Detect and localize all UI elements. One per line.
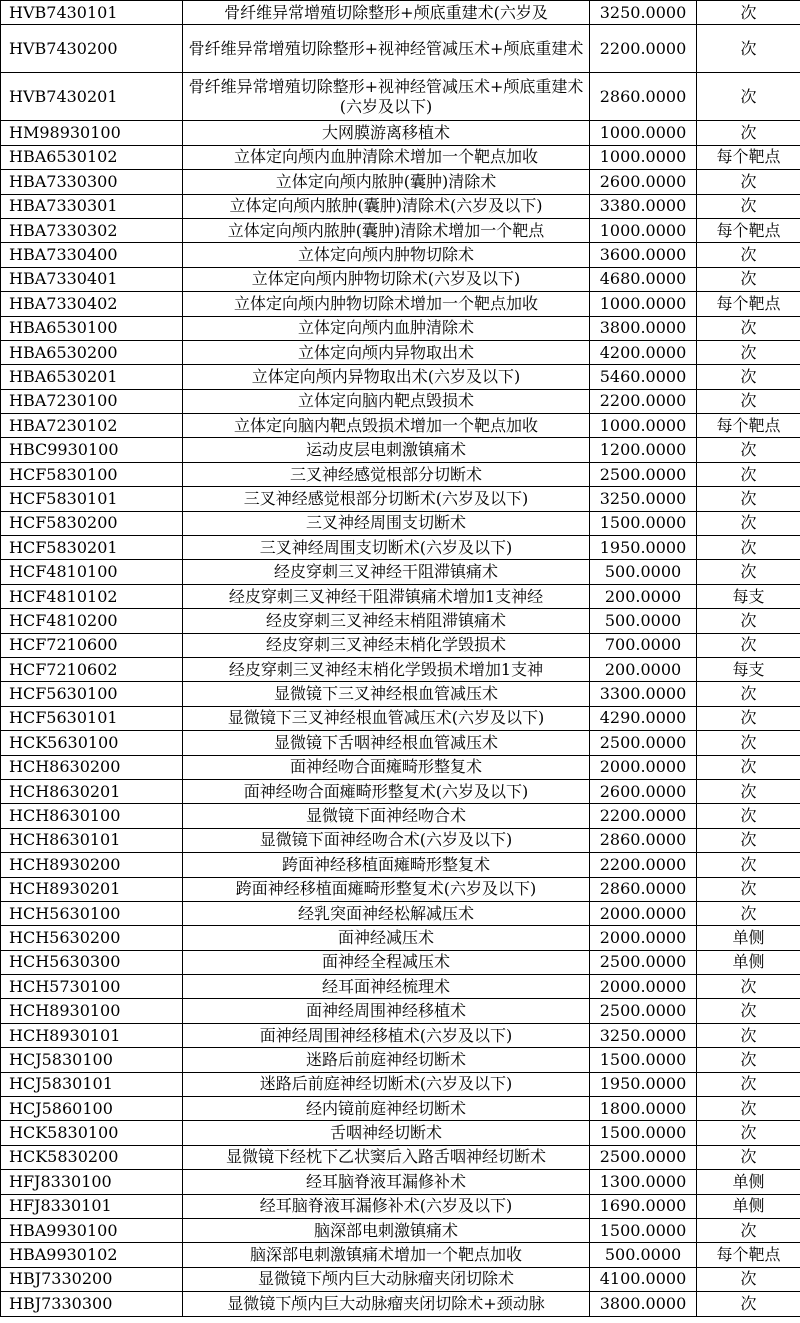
item-price: 2200.0000	[590, 804, 697, 828]
item-unit: 每个靶点	[697, 292, 800, 316]
item-code: HCH8630201	[1, 779, 183, 803]
item-name: 面神经周围神经移植术(六岁及以下)	[183, 1023, 590, 1047]
item-name: 跨面神经移植面瘫畸形整复术	[183, 853, 590, 877]
item-name: 显微镜下三叉神经根血管减压术	[183, 682, 590, 706]
item-code: HBA6530201	[1, 365, 183, 389]
item-code: HBA6530102	[1, 145, 183, 169]
table-row	[1, 145, 800, 169]
item-code: HCF5830101	[1, 487, 183, 511]
table-row	[1, 194, 800, 218]
item-unit: 次	[697, 853, 800, 877]
item-name: 三叉神经感觉根部分切断术(六岁及以下)	[183, 487, 590, 511]
item-code: HCJ5860100	[1, 1097, 183, 1121]
item-price: 2200.0000	[590, 389, 697, 413]
table-row	[1, 975, 800, 999]
item-code: HVB7430201	[1, 73, 183, 121]
table-row	[1, 926, 800, 950]
item-price: 200.0000	[590, 657, 697, 681]
table-row	[1, 1121, 800, 1145]
item-code: HCH8630101	[1, 828, 183, 852]
table-row	[1, 218, 800, 242]
table-row	[1, 560, 800, 584]
table-row	[1, 365, 800, 389]
item-name: 三叉神经周围支切断术	[183, 511, 590, 535]
item-name: 显微镜下颅内巨大动脉瘤夹闭切除术	[183, 1267, 590, 1291]
item-unit: 次	[697, 1145, 800, 1169]
item-name: 迷路后前庭神经切断术(六岁及以下)	[183, 1072, 590, 1096]
item-price: 1500.0000	[590, 1048, 697, 1072]
item-code: HBA9930100	[1, 1218, 183, 1242]
item-unit: 次	[697, 682, 800, 706]
item-unit: 次	[697, 25, 800, 73]
table-row	[1, 706, 800, 730]
item-unit: 次	[697, 731, 800, 755]
item-price: 2200.0000	[590, 853, 697, 877]
item-code: HCH5630100	[1, 901, 183, 925]
item-unit: 次	[697, 560, 800, 584]
item-price: 1690.0000	[590, 1194, 697, 1218]
item-unit: 次	[697, 389, 800, 413]
item-code: HBJ7330200	[1, 1267, 183, 1291]
item-name: 经皮穿刺三叉神经末梢化学毁损术	[183, 633, 590, 657]
item-price: 3600.0000	[590, 243, 697, 267]
item-code: HCK5630100	[1, 731, 183, 755]
item-code: HBC9930100	[1, 438, 183, 462]
item-name: 立体定向颅内血肿清除术增加一个靶点加收	[183, 145, 590, 169]
item-price: 3250.0000	[590, 1023, 697, 1047]
item-name: 立体定向颅内脓肿(囊肿)清除术(六岁及以下)	[183, 194, 590, 218]
item-unit: 次	[697, 1121, 800, 1145]
table-row	[1, 804, 800, 828]
item-name: 经皮穿刺三叉神经末梢化学毁损术增加1支神	[183, 657, 590, 681]
table-row	[1, 1292, 800, 1316]
item-price: 2000.0000	[590, 975, 697, 999]
item-unit: 次	[697, 365, 800, 389]
item-code: HCH5630300	[1, 950, 183, 974]
item-name: 大网膜游离移植术	[183, 121, 590, 145]
item-code: HBA6530200	[1, 340, 183, 364]
item-code: HCJ5830100	[1, 1048, 183, 1072]
item-price: 1000.0000	[590, 218, 697, 242]
item-price: 3250.0000	[590, 487, 697, 511]
item-unit: 每支	[697, 657, 800, 681]
item-name: 经乳突面神经松解减压术	[183, 901, 590, 925]
item-name: 经耳脑脊液耳漏修补术(六岁及以下)	[183, 1194, 590, 1218]
item-code: HCF4810100	[1, 560, 183, 584]
item-code: HBA7330401	[1, 267, 183, 291]
item-price: 1300.0000	[590, 1170, 697, 1194]
item-name: 舌咽神经切断术	[183, 1121, 590, 1145]
item-code: HBA7330301	[1, 194, 183, 218]
item-price: 200.0000	[590, 584, 697, 608]
item-price: 2200.0000	[590, 25, 697, 73]
item-unit: 次	[697, 877, 800, 901]
item-code: HCF5630101	[1, 706, 183, 730]
item-name: 立体定向脑内靶点毁损术	[183, 389, 590, 413]
item-price: 1000.0000	[590, 292, 697, 316]
item-name: 显微镜下三叉神经根血管减压术(六岁及以下)	[183, 706, 590, 730]
item-price: 4200.0000	[590, 340, 697, 364]
item-unit: 次	[697, 121, 800, 145]
item-code: HCK5830100	[1, 1121, 183, 1145]
item-code: HBA7330300	[1, 170, 183, 194]
item-unit: 每支	[697, 584, 800, 608]
item-name: 面神经吻合面瘫畸形整复术(六岁及以下)	[183, 779, 590, 803]
table-row	[1, 243, 800, 267]
item-price: 3250.0000	[590, 1, 697, 25]
item-name: 立体定向颅内肿物切除术增加一个靶点加收	[183, 292, 590, 316]
table-row	[1, 25, 800, 73]
item-price: 5460.0000	[590, 365, 697, 389]
item-code: HCH8630100	[1, 804, 183, 828]
table-row	[1, 853, 800, 877]
item-code: HBA9930102	[1, 1243, 183, 1267]
table-row	[1, 267, 800, 291]
item-unit: 次	[697, 975, 800, 999]
item-price: 500.0000	[590, 609, 697, 633]
item-code: HCH8930100	[1, 999, 183, 1023]
item-name: 立体定向颅内血肿清除术	[183, 316, 590, 340]
table-row	[1, 755, 800, 779]
item-unit: 次	[697, 1023, 800, 1047]
item-name: 面神经减压术	[183, 926, 590, 950]
table-row	[1, 1023, 800, 1047]
item-unit: 次	[697, 243, 800, 267]
table-row	[1, 170, 800, 194]
item-code: HCF5830200	[1, 511, 183, 535]
item-code: HCH5730100	[1, 975, 183, 999]
item-code: HCH8930101	[1, 1023, 183, 1047]
item-unit: 次	[697, 487, 800, 511]
item-name: 立体定向颅内肿物切除术	[183, 243, 590, 267]
item-price: 1000.0000	[590, 121, 697, 145]
table-row	[1, 340, 800, 364]
item-name: 显微镜下舌咽神经根血管减压术	[183, 731, 590, 755]
table-row	[1, 1072, 800, 1096]
item-name: 立体定向颅内异物取出术(六岁及以下)	[183, 365, 590, 389]
item-unit: 次	[697, 1097, 800, 1121]
table-row	[1, 731, 800, 755]
item-code: HCF7210600	[1, 633, 183, 657]
item-price: 3800.0000	[590, 1292, 697, 1316]
table-row	[1, 511, 800, 535]
item-name: 立体定向颅内肿物切除术(六岁及以下)	[183, 267, 590, 291]
item-price: 2600.0000	[590, 779, 697, 803]
item-price: 2500.0000	[590, 731, 697, 755]
item-unit: 次	[697, 609, 800, 633]
item-name: 显微镜下面神经吻合术	[183, 804, 590, 828]
item-name: 面神经全程减压术	[183, 950, 590, 974]
table-row	[1, 536, 800, 560]
item-name: 运动皮层电刺激镇痛术	[183, 438, 590, 462]
item-unit: 次	[697, 804, 800, 828]
item-name: 经耳脑脊液耳漏修补术	[183, 1170, 590, 1194]
item-name: 经皮穿刺三叉神经干阻滞镇痛术	[183, 560, 590, 584]
table-row	[1, 1170, 800, 1194]
item-code: HBA7230100	[1, 389, 183, 413]
item-name: 立体定向脑内靶点毁损术增加一个靶点加收	[183, 414, 590, 438]
item-name: 迷路后前庭神经切断术	[183, 1048, 590, 1072]
item-unit: 次	[697, 1, 800, 25]
item-unit: 每个靶点	[697, 145, 800, 169]
item-price: 4100.0000	[590, 1267, 697, 1291]
item-unit: 单侧	[697, 926, 800, 950]
item-name: 面神经周围神经移植术	[183, 999, 590, 1023]
item-code: HCF7210602	[1, 657, 183, 681]
item-price: 1500.0000	[590, 511, 697, 535]
item-code: HBJ7330300	[1, 1292, 183, 1316]
item-unit: 次	[697, 999, 800, 1023]
item-name: 显微镜下面神经吻合术(六岁及以下)	[183, 828, 590, 852]
item-name: 显微镜下颅内巨大动脉瘤夹闭切除术+颈动脉	[183, 1292, 590, 1316]
table-row	[1, 1, 800, 25]
item-unit: 单侧	[697, 950, 800, 974]
table-row	[1, 1145, 800, 1169]
table-row	[1, 999, 800, 1023]
item-name: 显微镜下经枕下乙状窦后入路舌咽神经切断术	[183, 1145, 590, 1169]
table-row	[1, 121, 800, 145]
item-name: 三叉神经感觉根部分切断术	[183, 462, 590, 486]
table-row	[1, 73, 800, 121]
item-price: 700.0000	[590, 633, 697, 657]
item-price: 2500.0000	[590, 999, 697, 1023]
item-name: 立体定向颅内异物取出术	[183, 340, 590, 364]
item-unit: 每个靶点	[697, 1243, 800, 1267]
item-unit: 次	[697, 1292, 800, 1316]
table-row	[1, 1194, 800, 1218]
item-unit: 次	[697, 170, 800, 194]
item-name: 面神经吻合面瘫畸形整复术	[183, 755, 590, 779]
table-row	[1, 1243, 800, 1267]
item-unit: 单侧	[697, 1194, 800, 1218]
table-row	[1, 609, 800, 633]
item-unit: 次	[697, 511, 800, 535]
item-unit: 次	[697, 267, 800, 291]
item-unit: 次	[697, 536, 800, 560]
item-code: HCF5830201	[1, 536, 183, 560]
item-code: HCH5630200	[1, 926, 183, 950]
item-price: 3300.0000	[590, 682, 697, 706]
item-unit: 次	[697, 755, 800, 779]
item-name: 骨纤维异常增殖切除整形+颅底重建术(六岁及	[183, 1, 590, 25]
table-row	[1, 1218, 800, 1242]
item-price: 2860.0000	[590, 828, 697, 852]
item-unit: 次	[697, 706, 800, 730]
table-row	[1, 389, 800, 413]
item-code: HVB7430200	[1, 25, 183, 73]
item-name: 经皮穿刺三叉神经干阻滞镇痛术增加1支神经	[183, 584, 590, 608]
table-row	[1, 316, 800, 340]
item-code: HCH8630200	[1, 755, 183, 779]
item-unit: 次	[697, 1048, 800, 1072]
table-row	[1, 950, 800, 974]
table-row	[1, 901, 800, 925]
item-code: HCH8930200	[1, 853, 183, 877]
item-price: 1200.0000	[590, 438, 697, 462]
item-price: 2500.0000	[590, 1145, 697, 1169]
item-name: 立体定向颅内脓肿(囊肿)清除术	[183, 170, 590, 194]
item-name: 脑深部电刺激镇痛术增加一个靶点加收	[183, 1243, 590, 1267]
item-unit: 次	[697, 1072, 800, 1096]
table-row	[1, 584, 800, 608]
item-unit: 次	[697, 1218, 800, 1242]
item-price: 2000.0000	[590, 901, 697, 925]
table-row	[1, 1048, 800, 1072]
item-code: HFJ8330101	[1, 1194, 183, 1218]
item-code: HCF5630100	[1, 682, 183, 706]
table-row	[1, 414, 800, 438]
item-code: HVB7430101	[1, 1, 183, 25]
item-unit: 次	[697, 316, 800, 340]
item-name: 经耳面神经梳理术	[183, 975, 590, 999]
item-unit: 次	[697, 633, 800, 657]
item-code: HBA7330302	[1, 218, 183, 242]
item-price: 3800.0000	[590, 316, 697, 340]
item-price: 1000.0000	[590, 414, 697, 438]
item-price: 1800.0000	[590, 1097, 697, 1121]
item-price: 2860.0000	[590, 73, 697, 121]
item-price: 2500.0000	[590, 462, 697, 486]
item-name: 脑深部电刺激镇痛术	[183, 1218, 590, 1242]
table-row	[1, 682, 800, 706]
item-unit: 次	[697, 901, 800, 925]
table-row	[1, 828, 800, 852]
item-price: 4680.0000	[590, 267, 697, 291]
item-code: HBA7330402	[1, 292, 183, 316]
table-row	[1, 487, 800, 511]
item-name: 骨纤维异常增殖切除整形+视神经管减压术+颅底重建术(六岁及以下)	[183, 73, 590, 121]
item-price: 2000.0000	[590, 755, 697, 779]
item-unit: 次	[697, 340, 800, 364]
item-code: HBA6530100	[1, 316, 183, 340]
item-unit: 次	[697, 462, 800, 486]
item-name: 立体定向颅内脓肿(囊肿)清除术增加一个靶点	[183, 218, 590, 242]
item-price: 3380.0000	[590, 194, 697, 218]
item-code: HCH8930201	[1, 877, 183, 901]
item-price: 1500.0000	[590, 1121, 697, 1145]
item-name: 经皮穿刺三叉神经末梢阻滞镇痛术	[183, 609, 590, 633]
item-code: HBA7330400	[1, 243, 183, 267]
fee-table-body	[1, 1, 800, 1317]
item-code: HFJ8330100	[1, 1170, 183, 1194]
item-price: 500.0000	[590, 1243, 697, 1267]
item-code: HCF4810200	[1, 609, 183, 633]
item-price: 1000.0000	[590, 145, 697, 169]
item-code: HCJ5830101	[1, 1072, 183, 1096]
item-unit: 单侧	[697, 1170, 800, 1194]
item-price: 1500.0000	[590, 1218, 697, 1242]
item-unit: 次	[697, 438, 800, 462]
item-code: HM98930100	[1, 121, 183, 145]
item-name: 经内镜前庭神经切断术	[183, 1097, 590, 1121]
item-price: 1950.0000	[590, 536, 697, 560]
item-unit: 次	[697, 779, 800, 803]
table-row	[1, 877, 800, 901]
item-unit: 每个靶点	[697, 218, 800, 242]
table-row	[1, 462, 800, 486]
item-code: HCF4810102	[1, 584, 183, 608]
table-row	[1, 1097, 800, 1121]
item-price: 2860.0000	[590, 877, 697, 901]
table-row	[1, 657, 800, 681]
item-unit: 次	[697, 194, 800, 218]
item-price: 2600.0000	[590, 170, 697, 194]
item-price: 2000.0000	[590, 926, 697, 950]
item-price: 1950.0000	[590, 1072, 697, 1096]
item-unit: 次	[697, 828, 800, 852]
table-row	[1, 779, 800, 803]
item-price: 4290.0000	[590, 706, 697, 730]
table-row	[1, 438, 800, 462]
item-unit: 次	[697, 73, 800, 121]
item-price: 500.0000	[590, 560, 697, 584]
item-price: 2500.0000	[590, 950, 697, 974]
item-name: 三叉神经周围支切断术(六岁及以下)	[183, 536, 590, 560]
item-unit: 每个靶点	[697, 414, 800, 438]
item-code: HBA7230102	[1, 414, 183, 438]
item-name: 跨面神经移植面瘫畸形整复术(六岁及以下)	[183, 877, 590, 901]
table-row	[1, 292, 800, 316]
item-unit: 次	[697, 1267, 800, 1291]
item-code: HCF5830100	[1, 462, 183, 486]
table-row	[1, 1267, 800, 1291]
table-row	[1, 633, 800, 657]
item-code: HCK5830200	[1, 1145, 183, 1169]
item-name: 骨纤维异常增殖切除整形+视神经管减压术+颅底重建术	[183, 25, 590, 73]
